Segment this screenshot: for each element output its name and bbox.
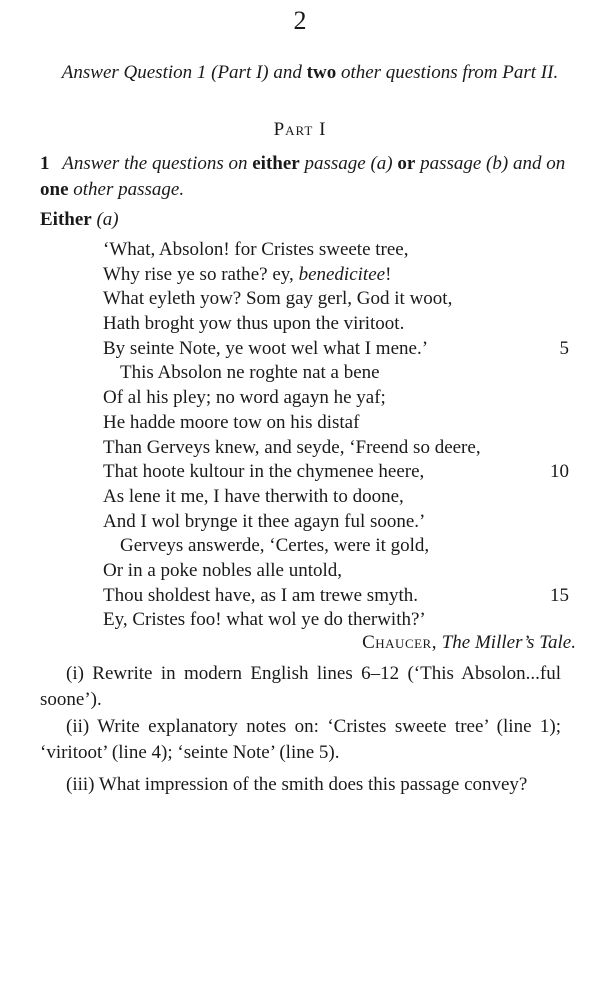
either-option: (a) bbox=[96, 209, 119, 230]
question-text-3: passage (b) and on bbox=[420, 153, 566, 174]
poem-line bbox=[103, 287, 573, 312]
instructions-text-2: other questions from Part II. bbox=[340, 62, 559, 83]
subquestion-ii: (ii) Write explanatory notes on: ‘Cristes sweete tree’ (line 1); ‘viritoot’ (line 4); ‘seinte Note’ (line 5). bbox=[40, 716, 561, 763]
poem-line-text: He hadde moore tow on his distaf bbox=[103, 411, 360, 433]
instructions-text-1: Answer Question 1 (Part I) and bbox=[61, 62, 302, 83]
instructions bbox=[40, 60, 580, 85]
poem-line bbox=[103, 361, 573, 386]
poem-line-text: What eyleth yow? Som gay gerl, God it woot, bbox=[103, 288, 453, 310]
poem-line-text: Of al his pley; no word agayn he yaf; bbox=[103, 387, 386, 409]
poem-line-text: Than Gerveys knew, and seyde, ‘Freend so deere, bbox=[103, 436, 481, 458]
poem-line bbox=[103, 411, 573, 436]
poem-line bbox=[103, 510, 573, 535]
poem-line-text: That hoote kultour in the chymenee heere, bbox=[103, 461, 425, 483]
poem-line bbox=[103, 460, 573, 485]
poem-line-punct: ! bbox=[385, 263, 392, 285]
work-title: The Miller’s Tale. bbox=[441, 632, 576, 653]
subquestion-i: (i) Rewrite in modern English lines 6–12 (‘This Absolon...ful soone’). bbox=[40, 663, 561, 710]
poem-line-text: Thou sholdest have, as I am trewe smyth. bbox=[103, 584, 419, 606]
poem-line-text: Hath broght yow thus upon the viritoot. bbox=[103, 313, 405, 335]
poem-line-text: By seinte Note, ye woot wel what I mene.’ bbox=[103, 337, 429, 359]
poem-line-text: Gerveys answerde, ‘Certes, were it gold, bbox=[120, 535, 430, 557]
line-number: 15 bbox=[550, 584, 569, 606]
poem-line bbox=[103, 337, 573, 362]
question-emphasis-one: one bbox=[40, 179, 69, 200]
poem-line-text: This Absolon ne roghte nat a bene bbox=[120, 362, 380, 384]
line-number: 5 bbox=[559, 337, 569, 359]
question-number: 1 bbox=[40, 153, 50, 174]
poem-line-text: As lene it me, I have therwith to doone, bbox=[103, 485, 404, 507]
poem-line-text: ‘What, Absolon! for Cristes sweete tree, bbox=[103, 239, 409, 260]
attribution bbox=[362, 632, 576, 654]
question-text-1: Answer the questions on bbox=[62, 153, 248, 174]
question-text-4: other passage. bbox=[73, 179, 185, 200]
subquestion-iii: (iii) What impression of the smith does this passage convey? bbox=[66, 774, 528, 795]
poem-passage bbox=[103, 238, 573, 633]
poem-line bbox=[103, 386, 573, 411]
either-word: Either bbox=[40, 209, 92, 230]
poem-line bbox=[103, 584, 573, 609]
question-emphasis-or: or bbox=[397, 153, 416, 174]
poem-line bbox=[103, 559, 573, 584]
author-name: Chaucer, bbox=[362, 632, 437, 653]
either-label bbox=[40, 209, 119, 231]
poem-line-text: Ey, Cristes foo! what wol ye do therwith?’ bbox=[103, 609, 426, 631]
poem-line-italic: benedicitee bbox=[298, 263, 386, 285]
line-number: 10 bbox=[550, 461, 569, 483]
question-text-2: passage (a) bbox=[304, 153, 393, 174]
poem-line-text: Why rise ye so rathe? ey, bbox=[103, 263, 299, 285]
poem-line bbox=[103, 436, 573, 461]
poem-line-text: Or in a poke nobles alle untold, bbox=[103, 559, 343, 581]
poem-line bbox=[103, 238, 573, 263]
poem-line bbox=[103, 485, 573, 510]
poem-line bbox=[103, 312, 573, 337]
part-heading: Part I bbox=[273, 119, 327, 140]
poem-line-text: And I wol brynge it thee agayn ful soone.’ bbox=[103, 510, 426, 532]
instructions-emphasis: two bbox=[306, 62, 337, 83]
page-number: 2 bbox=[293, 6, 307, 35]
poem-line bbox=[103, 263, 573, 288]
poem-line bbox=[103, 534, 573, 559]
question-1 bbox=[40, 151, 570, 203]
question-emphasis-either: either bbox=[252, 153, 300, 174]
poem-line bbox=[103, 608, 573, 633]
